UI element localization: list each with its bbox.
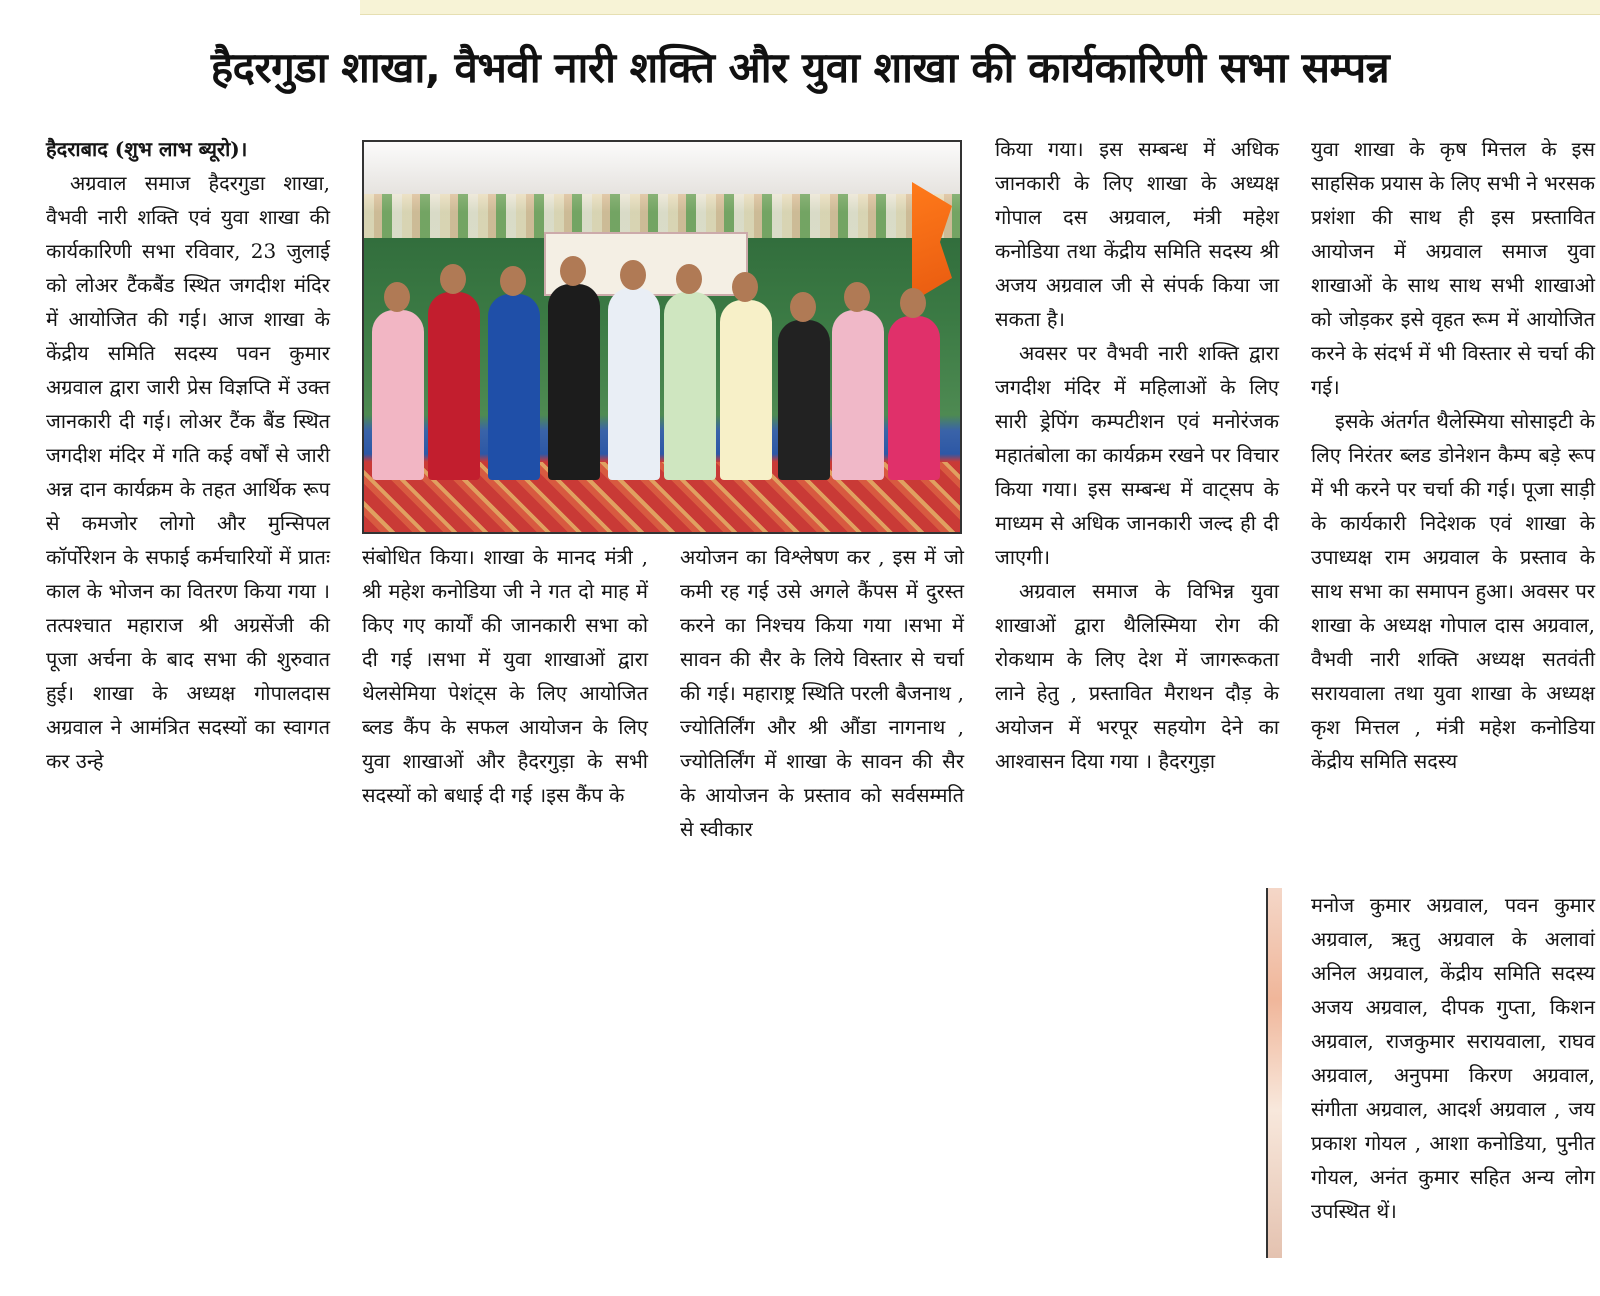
person-figure [372,310,424,480]
person-head [844,282,870,312]
dateline: हैदराबाद (शुभ लाभ ब्यूरो)। [46,137,248,161]
paragraph: अयोजन का विश्लेषण कर , इस में जो कमी रह गई उसे अगले कैंपस में दुरस्त करने का निश्चय किया गया ।सभा में सावन की सैर के लिये विस्तार से चर्चा की गई। महाराष्ट्र स्थिति परली बैजनाथ , ज्योतिर्लिंग और श्री औंडा नागनाथ , ज्योतिर्लिंग में शाखा के सावन की सैर के आयोजन के प्रस्ताव को सर्वसम्मति से स्वीकार [680,545,964,841]
person-figure [778,320,830,480]
paragraph: मनोज कुमार अग्रवाल, पवन कुमार अग्रवाल, ऋतु अग्रवाल के अलावां अनिल अग्रवाल, केंद्रीय समिति सदस्य अजय अग्रवाल, दीपक गुप्ता, किशन अग्रवाल, राजकुमार सरायवाला, राघव अग्रवाल, अनुपमा किरण अग्रवाल, संगीता अग्रवाल, आदर्श अग्रवाल , जय प्रकाश गोयल , आशा कनोडिया, पुनीत गोयल, अनंत कुमार सहित अन्य लोग उपस्थित थें। [1311,893,1595,1223]
headline: हैदरगुडा शाखा, वैभवी नारी शक्ति और युवा शाखा की कार्यकारिणी सभा सम्पन्न [210,43,1390,92]
article-column-4 [995,132,1279,892]
group-photo [362,140,962,534]
person-figure [488,294,540,480]
person-figure [428,292,480,480]
article-column-2 [362,540,648,892]
article-column-6 [1311,888,1595,1296]
paragraph: संबोधित किया। शाखा के मानद मंत्री , श्री महेश कनोडिया जी ने गत दो माह में किए गए कार्यों की जानकारी सभा को दी गई ।सभा में युवा शाखाओं द्वारा थेलसेमिया पेशंट्स के लिए आयोजित ब्लड कैंप के सफल आयोजन के लिए युवा शाखाओं और हैदरगुड़ा के सभी सदस्यों को बधाई दी गई ।इस कैंप के [362,545,648,807]
paragraph: किया गया। इस सम्बन्ध में अधिक जानकारी के लिए शाखा के अध्यक्ष गोपाल दस अग्रवाल, मंत्री महेश कनोडिया तथा केंद्रीय समिति सदस्य श्री अजय अग्रवाल जी से संपर्क किया जा सकता है। [995,137,1279,331]
person-head [440,264,466,294]
person-figure [548,284,600,480]
person-head [384,282,410,312]
article-column-3 [680,540,964,892]
person-head [500,266,526,296]
person-head [620,260,646,290]
person-figure [720,300,772,480]
person-head [732,272,758,302]
paragraph: अग्रवाल समाज के विभिन्न युवा शाखाओं द्वारा थैलिस्मिया रोग की रोकथाम के लिए देश में जागरूकता लाने हेतु , प्रस्तावित मैराथन दौड़ के अयोजन में भरपूर सहयोग देने का आश्वासन दिया गया । हैदरगुड़ा [995,579,1279,773]
paragraph: अवसर पर वैभवी नारी शक्ति द्वारा जगदीश मंदिर में महिलाओं के लिए सारी ड्रेपिंग कम्पटीशन एवं मनोरंजक महातंबोला का कार्यक्रम रखने पर विचार किया गया। इस सम्बन्ध में वाट्सप के माध्यम से अधिक जानकारी जल्द ही दी जाएगी। [995,341,1279,569]
person-figure [888,316,940,480]
person-head [900,288,926,318]
article-column-5 [1311,132,1595,892]
person-head [560,256,586,286]
person-head [790,292,816,322]
paragraph: इसके अंतर्गत थैलेस्मिया सोसाइटी के लिए निरंतर ब्लड डोनेशन कैम्प बड़े रूप में भी करने पर चर्चा की गई। पूजा साड़ी के कार्यकारी निदेशक एवं शाखा के उपाध्यक्ष राम अग्रवाल के प्रस्ताव के साथ सभा का समापन हुआ। अवसर पर शाखा के अध्यक्ष गोपाल दास अग्रवाल, वैभवी नारी शक्ति अध्यक्ष सतवंती सरायवाला तथा युवा शाखा के अध्यक्ष कृश मित्तल , मंत्री महेश कनोडिया केंद्रीय समिति सदस्य [1311,409,1595,773]
previous-article-strip [360,0,1600,15]
person-head [676,264,702,294]
paragraph: युवा शाखा के कृष मित्तल के इस साहसिक प्रयास के लिए सभी ने भरसक प्रशंशा की साथ ही इस प्रस्तावित आयोजन में अग्रवाल समाज युवा शाखाओं के साथ साथ सभी शाखाओ को जोड़कर इसे वृहत रूम में आयोजित करने के संदर्भ में भी विस्तार से चर्चा की गई। [1311,137,1595,399]
article-column-1 [46,132,330,892]
photo-ceiling [364,142,960,194]
person-figure [608,288,660,480]
person-figure [832,310,884,480]
person-figure [664,292,716,480]
adjacent-photo-strip [1266,888,1282,1258]
paragraph: अग्रवाल समाज हैदरगुडा शाखा, वैभवी नारी शक्ति एवं युवा शाखा की कार्यकारिणी सभा रविवार, 23 जुलाई को लोअर टैंकबैंड स्थित जगदीश मंदिर में आयोजित की गई। आज शाखा के केंद्रीय समिति सदस्य पवन कुमार अग्रवाल द्वारा जारी प्रेस विज्ञप्ति में उक्त जानकारी दी गई। लोअर टैंक बैंड स्थित जगदीश मंदिर में गति कई वर्षों से जारी अन्न दान कार्यक्रम के तहत आर्थिक रूप से कमजोर लोगो और मुन्सिपल कॉर्पोरेशन के सफाई कर्मचारियों में प्रातः काल के भोजन का वितरण किया गया । तत्पश्चात महाराज श्री अग्रसेंजी की पूजा अर्चना के बाद सभा की शुरुवात हुई। शाखा के अध्यक्ष गोपालदास अग्रवाल ने आमंत्रित सदस्यों का स्वागत कर उन्हे [46,171,330,773]
